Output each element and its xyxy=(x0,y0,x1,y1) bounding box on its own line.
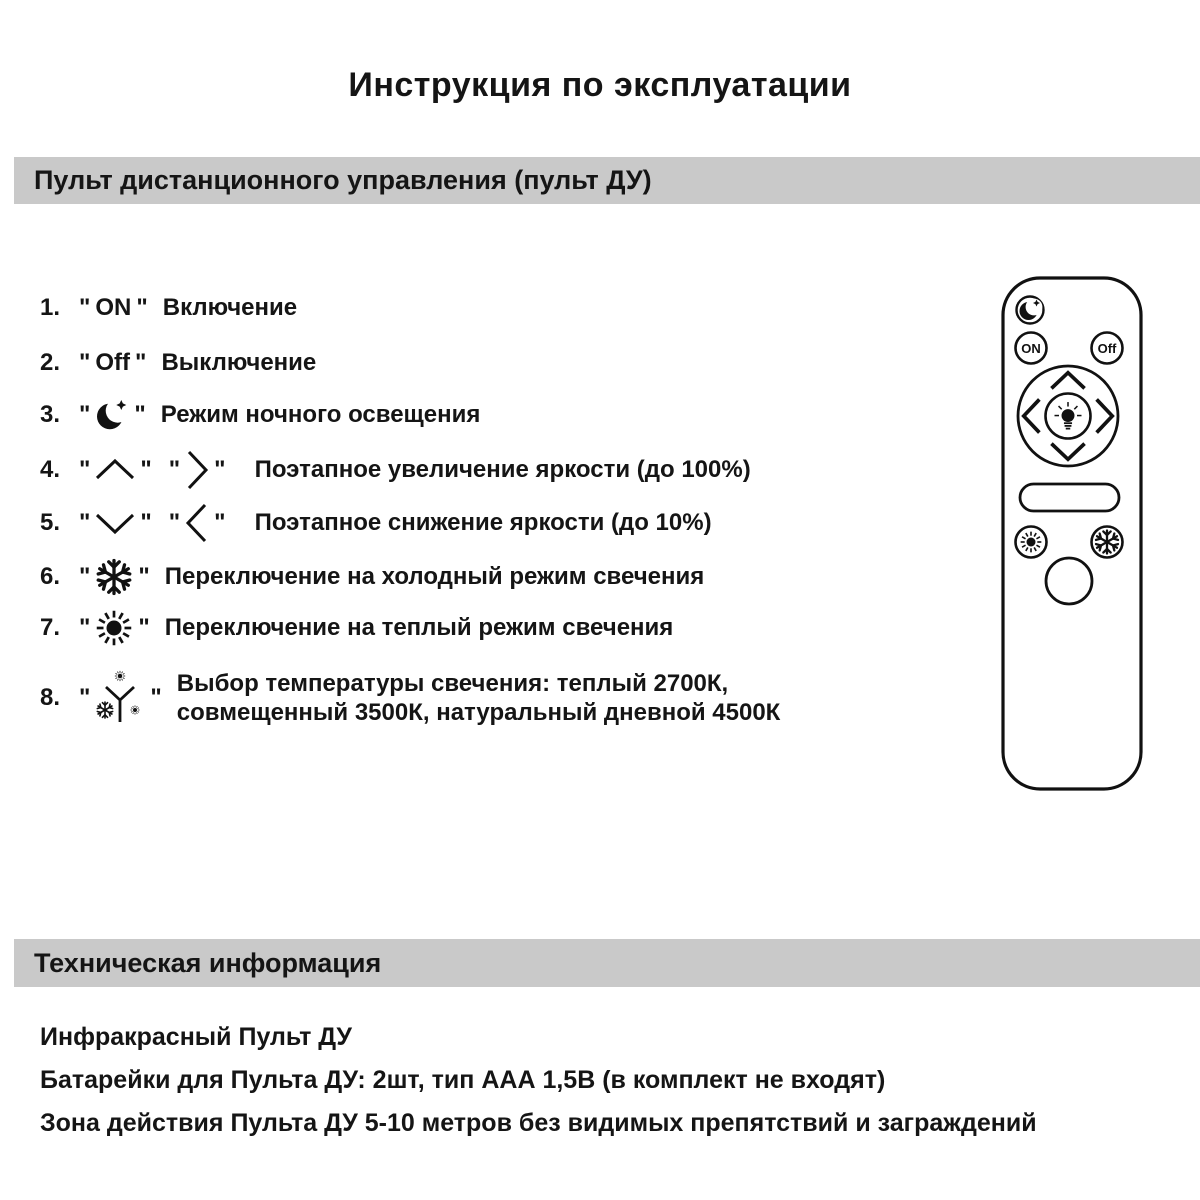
item-description: Включение xyxy=(162,294,298,321)
quote-mark: " xyxy=(150,684,162,711)
quote-mark: " xyxy=(140,509,152,536)
technical-info-line: Батарейки для Пульта ДУ: 2шт, тип ААА 1,5В (в комплект не входят) xyxy=(40,1066,886,1094)
item-description: Переключение на холодный режим свечения xyxy=(164,563,705,590)
quote-mark: " xyxy=(168,509,181,536)
list-item-4 xyxy=(40,448,751,492)
nav-pad xyxy=(1018,366,1118,466)
item-description: Режим ночного освещения xyxy=(160,401,481,428)
section-header-remote-label: Пульт дистанционного управления (пульт ДУ) xyxy=(34,165,652,195)
moon-icon xyxy=(95,399,129,431)
item-description xyxy=(177,669,781,727)
quote-mark: " xyxy=(79,614,91,641)
list-item-2 xyxy=(40,341,316,385)
on-button xyxy=(1016,333,1047,364)
list-item-6 xyxy=(40,555,704,599)
technical-info-line: Зона действия Пульта ДУ 5-10 метров без видимых препятствий и заграждений xyxy=(40,1109,1037,1137)
item-description-line2: совмещенный 3500К, натуральный дневной 4500К xyxy=(176,699,781,726)
chevron-left-icon xyxy=(185,502,209,544)
sun-icon xyxy=(95,609,133,647)
item-description: Поэтапное увеличение яркости (до 100%) xyxy=(254,456,751,483)
off-button xyxy=(1092,333,1123,364)
page-title: Инструкция по эксплуатации xyxy=(348,66,852,104)
quote-mark: " xyxy=(135,349,147,376)
quote-mark: " xyxy=(79,563,91,590)
warm-mode-button xyxy=(1016,527,1047,558)
quote-mark: " xyxy=(138,563,150,590)
quote-mark: " xyxy=(134,401,146,428)
quote-mark: " xyxy=(140,456,152,483)
item-number: 2. xyxy=(40,349,61,376)
list-item-3 xyxy=(40,393,480,437)
quote-mark: " xyxy=(79,684,91,711)
quote-mark: " xyxy=(136,294,148,321)
item-number: 7. xyxy=(40,614,61,641)
chevron-down-icon xyxy=(95,511,135,535)
off-button-label: Off xyxy=(1097,341,1117,356)
item-description: Переключение на теплый режим свечения xyxy=(164,614,674,641)
quote-mark: " xyxy=(214,456,226,483)
chevron-right-icon xyxy=(185,449,209,491)
quote-mark: " xyxy=(214,509,226,536)
list-item-8 xyxy=(40,660,780,736)
item-number: 6. xyxy=(40,563,61,590)
chevron-up-icon xyxy=(95,458,135,482)
item-number: 3. xyxy=(40,401,61,428)
list-item-1 xyxy=(40,286,297,330)
cold-mode-button xyxy=(1092,527,1123,558)
list-item-5 xyxy=(40,501,712,545)
item-description: Поэтапное снижение яркости (до 10%) xyxy=(254,509,712,536)
item-number: 5. xyxy=(40,509,61,536)
quote-mark: " xyxy=(79,509,91,536)
night-mode-button xyxy=(1017,297,1044,324)
quote-mark: " xyxy=(79,456,91,483)
quote-mark: " xyxy=(79,401,91,428)
round-button xyxy=(1046,558,1092,604)
on-button-label: ON xyxy=(1021,341,1041,356)
color-temperature-icon xyxy=(95,667,145,729)
quote-mark: " xyxy=(138,614,150,641)
on-label: ON xyxy=(95,294,132,321)
snowflake-icon xyxy=(95,558,133,596)
item-description-line1: Выбор температуры свечения: теплый 2700К, xyxy=(176,670,729,697)
quote-mark: " xyxy=(168,456,181,483)
pill-button xyxy=(1020,484,1119,511)
quote-mark: " xyxy=(79,294,91,321)
remote-control-illustration xyxy=(1001,276,1143,791)
item-number: 8. xyxy=(40,684,61,711)
technical-info-line: Инфракрасный Пульт ДУ xyxy=(40,1023,352,1051)
item-description: Выключение xyxy=(161,349,317,376)
item-number: 4. xyxy=(40,456,61,483)
section-header-technical xyxy=(14,939,1200,987)
item-number: 1. xyxy=(40,294,61,321)
off-label: Off xyxy=(95,349,131,376)
section-header-remote xyxy=(14,157,1200,204)
list-item-7 xyxy=(40,606,673,650)
quote-mark: " xyxy=(79,349,91,376)
section-header-technical-label: Техническая информация xyxy=(34,947,382,978)
